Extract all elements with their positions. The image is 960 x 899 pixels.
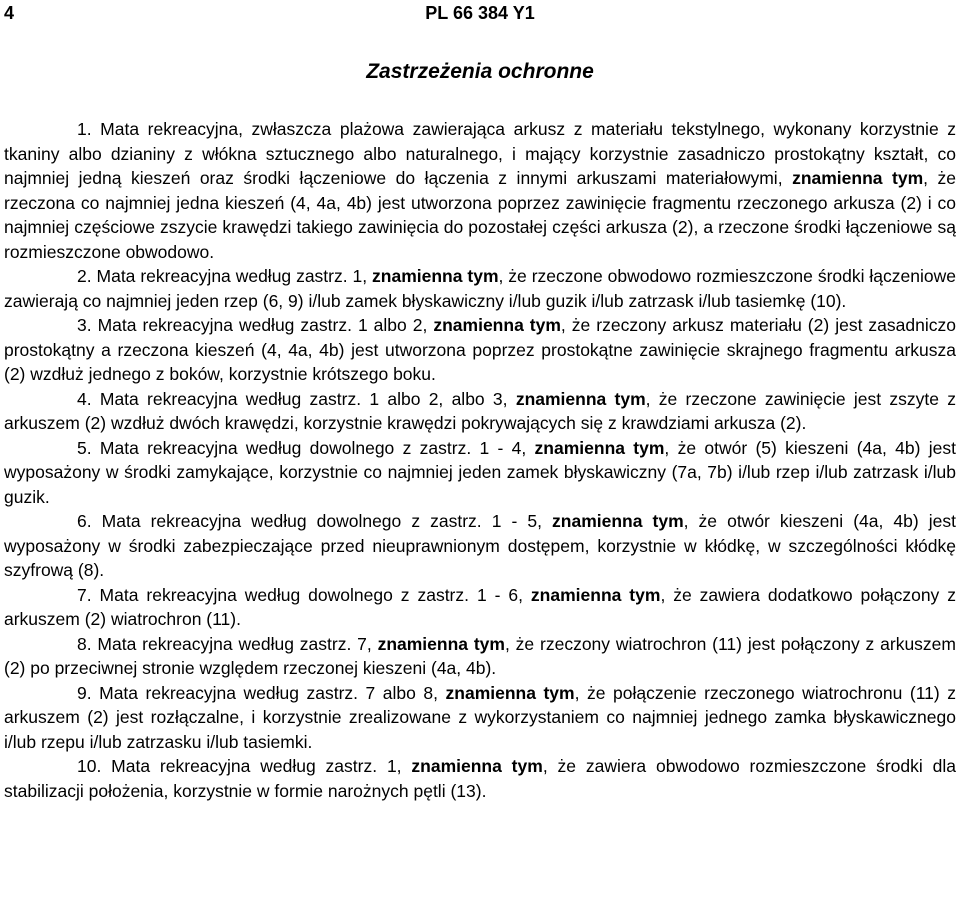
claim-9: 9. Mata rekreacyjna według zastrz. 7 albo 8, znamienna tym, że połączenie rzeczonego wiatrochronu (11) z arkuszem (2) jest rozłączalne, i korzystnie zrealizowane z wykorzystaniem co najmniej jednego zamka błyskawicznego i/lub rzepu i/lub zatrzasku i/lub tasiemki.: [4, 682, 956, 752]
claim-3: 3. Mata rekreacyjna według zastrz. 1 albo 2, znamienna tym, że rzeczony arkusz materiału (2) jest zasadniczo prostokątny a rzeczona kieszeń (4, 4a, 4b) jest utworzona poprzez prostokątne zawinięcie skrajnego fragmentu arkusza (2) wzdłuż jednego z boków, korzystnie krótszego boku.: [4, 315, 956, 384]
claim-5: 5. Mata rekreacyjna według dowolnego z zastrz. 1 - 4, znamienna tym, że otwór (5) kieszeni (4a, 4b) jest wyposażony w środki zamykające, korzystnie co najmniej jeden zamek błyskawiczny (7a, 7b) i/lub rzep i/lub zatrzask i/lub guzik.: [4, 437, 956, 507]
page-number: 4: [4, 3, 15, 23]
claim-8: 8. Mata rekreacyjna według zastrz. 7, znamienna tym, że rzeczony wiatrochron (11) jest połączony z arkuszem (2) po przeciwnej stronie względem rzeczonej kieszeni (4a, 4b).: [4, 633, 956, 678]
section-title: Zastrzeżenia ochronne: [366, 60, 594, 83]
claim-10: 10. Mata rekreacyjna według zastrz. 1, znamienna tym, że zawiera obwodowo rozmieszczone środki dla stabilizacji położenia, korzystnie w formie narożnych pętli (13).: [4, 756, 956, 801]
claim-7: 7. Mata rekreacyjna według dowolnego z zastrz. 1 - 6, znamienna tym, że zawiera dodatkowo połączony z arkuszem (2) wiatrochron (11).: [4, 584, 956, 629]
document-number: PL 66 384 Y1: [425, 3, 535, 23]
claims-list: [4, 117, 956, 803]
page-header: [4, 3, 956, 27]
claim-4: 4. Mata rekreacyjna według zastrz. 1 albo 2, albo 3, znamienna tym, że rzeczone zawinięcie jest zszyte z arkuszem (2) wzdłuż dwóch krawędzi, korzystnie krawędzi pokrywających się z krawdziami arkusza (2).: [4, 388, 956, 433]
claim-1: 1. Mata rekreacyjna, zwłaszcza plażowa zawierająca arkusz z materiału tekstylnego, wykonany korzystnie z tkaniny albo dzianiny z włókna sztucznego albo naturalnego, i mający korzystnie zasadniczo prostokątny kształt, co najmniej jedną kieszeń oraz środki łączeniowe do łączenia z innymi arkuszami materiałowymi, znamienna tym, że rzeczona co najmniej jedna kieszeń (4, 4a, 4b) jest utworzona poprzez zawinięcie fragmentu rzeczonego arkusza (2) i co najmniej częściowe zszycie krawędzi takiego zawinięcia do pozostałej części arkusza (2), a rzeczone środki łączeniowe są rozmieszczone obwodowo.: [4, 119, 956, 262]
claim-2: 2. Mata rekreacyjna według zastrz. 1, znamienna tym, że rzeczone obwodowo rozmieszczone środki łączeniowe zawierają co najmniej jeden rzep (6, 9) i/lub zamek błyskawiczny i/lub guzik i/lub zatrzask i/lub tasiemkę (10).: [4, 266, 956, 311]
claim-6: 6. Mata rekreacyjna według dowolnego z zastrz. 1 - 5, znamienna tym, że otwór kieszeni (4a, 4b) jest wyposażony w środki zabezpieczające przed nieuprawnionym dostępem, korzystnie w kłódkę, w szczególności kłódkę szyfrową (8).: [4, 511, 956, 580]
